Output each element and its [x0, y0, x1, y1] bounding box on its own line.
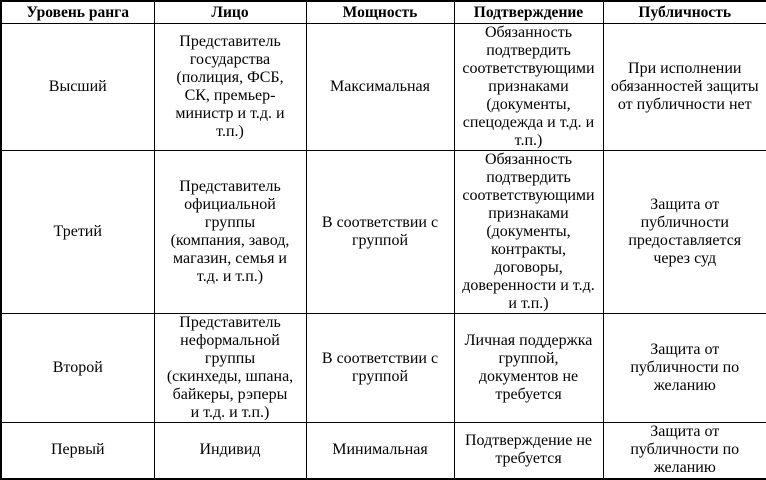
table-header-row [1, 1, 766, 23]
table-row-first [1, 422, 766, 479]
cell-person: Представитель государства (полиция, ФСБ, СК, премьер-министр и т.д. и т.п.) [154, 23, 306, 150]
header-publicity: Публичность [603, 1, 766, 23]
cell-person: Представитель неформальной группы (скинхеды, шпана, байкеры, рэперы и т.д. и т.п.) [154, 313, 306, 422]
header-power: Мощность [306, 1, 454, 23]
header-rank-level: Уровень ранга [1, 1, 154, 23]
cell-publicity: Защита от публичности по желанию [603, 422, 766, 479]
cell-person: Представитель официальной группы (компания, завод, магазин, семья и т.д. и т.п.) [154, 150, 306, 313]
header-person: Лицо [154, 1, 306, 23]
cell-publicity: Защита от публичности предоставляется через суд [603, 150, 766, 313]
cell-power: В соответствии с группой [306, 313, 454, 422]
cell-person: Индивид [154, 422, 306, 479]
header-confirmation: Подтверждение [454, 1, 603, 23]
cell-confirmation: Обязанность подтвердить соответствующими признаками (документы, контракты, договоры, доверенности и т.д. и т.п.) [454, 150, 603, 313]
cell-power: В соответствии с группой [306, 150, 454, 313]
cell-publicity: Защита от публичности по желанию [603, 313, 766, 422]
cell-power: Минимальная [306, 422, 454, 479]
cell-rank: Высший [1, 23, 154, 150]
cell-confirmation: Обязанность подтвердить соответствующими признаками (документы, спецодежда и т.д. и т.п.) [454, 23, 603, 150]
cell-power: Максимальная [306, 23, 454, 150]
table-row-third [1, 150, 766, 313]
cell-rank: Третий [1, 150, 154, 313]
cell-publicity: При исполнении обязанностей защиты от публичности нет [603, 23, 766, 150]
cell-confirmation: Личная поддержка группой, документов не требуется [454, 313, 603, 422]
table-row-second [1, 313, 766, 422]
cell-rank: Второй [1, 313, 154, 422]
table-row-highest [1, 23, 766, 150]
cell-rank: Первый [1, 422, 154, 479]
cell-confirmation: Подтверждение не требуется [454, 422, 603, 479]
